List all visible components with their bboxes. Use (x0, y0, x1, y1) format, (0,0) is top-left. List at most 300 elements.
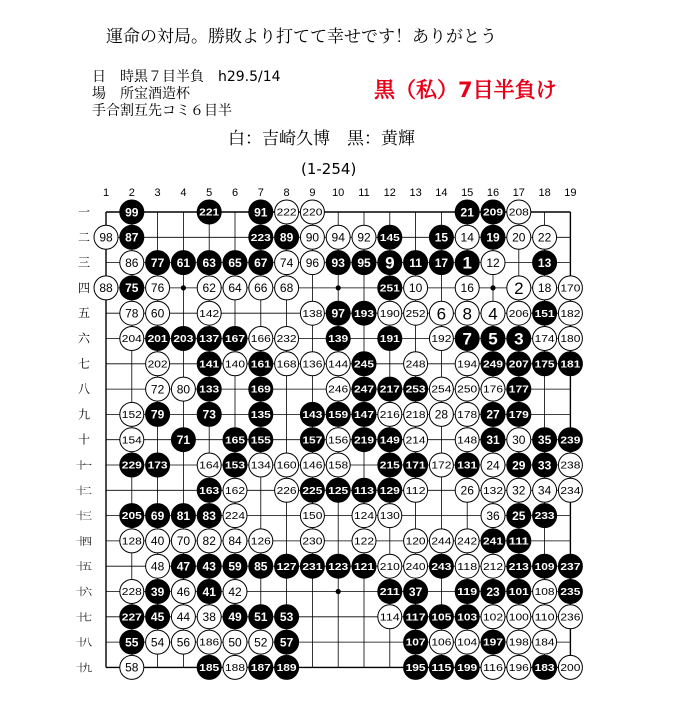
move-number: 207 (508, 359, 530, 371)
move-number: 79 (150, 407, 165, 422)
move-number: 6 (436, 304, 447, 324)
move-number: 86 (125, 255, 139, 270)
move-number: 184 (534, 637, 556, 649)
row-label: 十六 (76, 587, 92, 599)
move-number: 128 (121, 536, 143, 548)
move-number: 249 (483, 359, 504, 371)
move-number: 199 (457, 663, 478, 674)
move-number: 140 (225, 359, 246, 371)
move-number: 203 (173, 334, 194, 346)
move-number: 204 (121, 334, 143, 346)
move-number: 237 (560, 561, 581, 573)
move-number: 5 (488, 329, 498, 349)
column-label: 5 (206, 187, 213, 199)
move-number: 246 (328, 384, 349, 396)
rule-value: 互先コミ６目半 (134, 103, 232, 119)
move-number: 227 (121, 612, 143, 624)
move-number: 153 (225, 460, 246, 472)
move-number: 12 (486, 255, 500, 270)
move-number: 159 (328, 410, 349, 421)
move-number: 157 (302, 435, 323, 447)
move-number: 71 (176, 433, 191, 448)
move-number: 233 (534, 511, 556, 523)
move-number: 127 (276, 561, 298, 573)
move-number: 252 (405, 308, 427, 320)
place-label: 場 所： (92, 86, 148, 102)
move-number: 144 (328, 359, 349, 371)
move-number: 67 (254, 255, 268, 270)
move-number: 160 (276, 460, 298, 472)
move-number: 202 (147, 359, 169, 371)
move-number: 10 (408, 281, 423, 296)
move-number: 164 (199, 460, 220, 472)
move-number: 136 (302, 359, 323, 371)
move-number: 18 (537, 281, 552, 296)
move-number: 197 (483, 637, 504, 649)
move-number: 83 (202, 508, 216, 523)
move-number: 248 (405, 359, 427, 371)
move-number: 89 (279, 230, 294, 245)
move-number: 239 (560, 435, 581, 447)
move-number: 55 (125, 635, 139, 650)
move-number: 138 (302, 308, 323, 320)
move-number: 60 (150, 306, 165, 321)
move-number: 66 (254, 281, 268, 296)
move-number: 226 (276, 485, 298, 497)
move-number: 63 (202, 255, 216, 270)
move-number: 247 (354, 384, 375, 396)
move-number: 189 (276, 663, 298, 674)
move-number: 163 (199, 485, 220, 497)
move-number: 205 (121, 511, 143, 523)
move-number: 80 (176, 382, 191, 397)
move-number: 198 (508, 637, 530, 649)
move-number: 24 (486, 458, 500, 473)
row-label: 十七 (76, 612, 92, 624)
move-number: 134 (250, 460, 272, 472)
move-number: 15 (434, 230, 449, 245)
move-number: 219 (354, 435, 375, 447)
row-label: 十四 (76, 536, 92, 548)
move-number: 9 (385, 253, 395, 273)
row-label: 十八 (76, 638, 92, 650)
move-number: 49 (228, 610, 242, 625)
column-label: 3 (154, 187, 161, 199)
move-number: 141 (199, 359, 220, 371)
move-number: 216 (379, 410, 401, 421)
date-label: 日 時： (92, 69, 148, 85)
move-number: 193 (354, 308, 375, 320)
column-label: 15 (461, 187, 474, 199)
move-number: 190 (379, 308, 401, 320)
move-number: 217 (379, 384, 401, 396)
move-number: 250 (457, 384, 478, 396)
move-number: 208 (508, 207, 530, 219)
move-number: 56 (176, 635, 191, 650)
move-number: 124 (354, 511, 375, 523)
move-number: 221 (199, 207, 220, 219)
move-number: 147 (354, 410, 375, 421)
move-number: 115 (431, 663, 452, 674)
row-label: 十九 (76, 663, 92, 675)
move-number: 34 (537, 483, 552, 498)
move-number: 88 (99, 281, 113, 296)
move-number: 145 (379, 232, 401, 244)
move-number: 8 (462, 304, 472, 324)
move-number: 100 (508, 612, 530, 624)
move-number: 244 (431, 536, 452, 548)
date-value: 黒７目半負 h29.5/14 (134, 69, 281, 85)
move-number: 231 (302, 561, 323, 573)
move-number: 108 (534, 587, 556, 599)
move-number: 238 (560, 460, 581, 472)
move-number: 30 (512, 433, 526, 448)
column-label: 13 (409, 187, 422, 199)
move-number: 210 (379, 561, 401, 573)
move-number: 119 (457, 587, 478, 599)
move-number: 103 (457, 612, 478, 624)
move-number: 106 (431, 637, 452, 649)
star-point (490, 285, 495, 290)
move-number: 223 (250, 232, 272, 244)
move-number: 90 (305, 230, 320, 245)
move-number: 27 (486, 407, 500, 422)
move-number: 201 (147, 334, 169, 346)
move-number: 187 (250, 663, 272, 674)
place-value: 宝酒造杯 (134, 86, 190, 102)
move-number: 42 (228, 584, 242, 599)
move-number: 165 (225, 435, 246, 447)
row-label: 十二 (76, 486, 92, 498)
move-number: 133 (199, 384, 220, 396)
move-number: 113 (354, 485, 375, 497)
move-number: 13 (537, 255, 552, 270)
move-number: 48 (150, 559, 165, 574)
move-number: 87 (125, 230, 139, 245)
move-number: 102 (483, 612, 504, 624)
rule-label: 手合割： (92, 103, 148, 119)
move-number: 146 (302, 460, 323, 472)
move-number: 180 (560, 334, 581, 346)
move-number: 25 (512, 508, 526, 523)
move-number: 172 (431, 460, 452, 472)
move-number: 110 (534, 612, 556, 624)
move-number: 125 (328, 485, 349, 497)
move-number: 222 (276, 207, 298, 219)
page-title: 運命の対局。勝敗より打てて幸せです！ありがとう (106, 27, 497, 47)
column-label: 19 (564, 187, 577, 199)
move-number: 41 (202, 584, 216, 599)
move-number: 64 (228, 281, 242, 296)
move-number: 94 (331, 230, 345, 245)
move-number: 69 (150, 508, 165, 523)
move-number: 174 (534, 334, 556, 346)
move-number: 192 (431, 334, 452, 346)
column-label: 14 (435, 187, 448, 199)
move-number: 195 (405, 663, 427, 674)
column-label: 10 (332, 187, 345, 199)
column-label: 11 (358, 187, 370, 199)
move-number: 75 (125, 281, 139, 296)
move-number: 154 (121, 435, 143, 447)
move-number: 149 (379, 435, 401, 447)
column-label: 1 (102, 187, 110, 199)
move-number: 96 (305, 255, 320, 270)
column-label: 6 (231, 187, 239, 199)
move-number: 97 (331, 306, 345, 321)
move-number: 31 (486, 433, 500, 448)
move-number: 93 (331, 255, 345, 270)
move-number: 167 (225, 334, 246, 346)
move-number: 126 (250, 536, 272, 548)
move-number: 224 (225, 511, 246, 523)
move-number: 194 (457, 359, 478, 371)
column-label: 18 (538, 187, 551, 199)
move-number: 29 (512, 458, 526, 473)
row-label: 九 (77, 407, 91, 422)
move-number: 92 (357, 230, 371, 245)
move-number: 3 (514, 329, 524, 349)
move-number: 151 (534, 308, 556, 320)
move-number: 251 (379, 283, 401, 295)
move-number: 28 (434, 407, 449, 422)
column-label: 2 (128, 187, 135, 199)
move-number: 78 (125, 306, 139, 321)
move-number: 70 (176, 534, 191, 549)
row-label: 三 (77, 255, 91, 270)
move-number: 57 (279, 635, 294, 650)
row-label: 四 (77, 280, 91, 295)
move-number: 161 (250, 359, 272, 371)
move-number: 176 (483, 384, 504, 396)
move-number: 118 (457, 561, 478, 573)
move-number: 98 (99, 230, 113, 245)
move-number: 61 (176, 255, 191, 270)
move-number: 162 (225, 485, 246, 497)
move-number: 21 (460, 205, 474, 220)
row-label: 五 (77, 306, 91, 321)
move-number: 39 (150, 584, 165, 599)
move-number: 52 (254, 635, 268, 650)
move-number: 59 (228, 559, 242, 574)
move-number: 68 (279, 281, 294, 296)
move-number: 2 (514, 279, 524, 299)
move-number: 76 (150, 281, 165, 296)
move-number: 16 (460, 281, 474, 296)
move-number: 91 (254, 205, 268, 220)
move-number: 155 (250, 435, 272, 447)
move-number: 169 (250, 384, 272, 396)
move-number: 139 (328, 334, 349, 346)
move-number: 130 (379, 511, 401, 523)
move-number: 137 (199, 334, 220, 346)
move-number: 65 (228, 255, 242, 270)
move-number: 220 (302, 207, 323, 219)
move-number: 122 (354, 536, 375, 548)
row-label: 二 (77, 230, 91, 245)
move-number: 175 (534, 359, 556, 371)
move-number: 173 (147, 460, 169, 472)
move-number: 19 (486, 230, 500, 245)
move-number: 178 (457, 410, 478, 421)
move-number: 111 (508, 536, 530, 548)
row-label: 十 (77, 432, 91, 447)
column-label: 9 (309, 187, 316, 199)
move-number: 245 (354, 359, 375, 371)
move-number: 23 (486, 584, 500, 599)
move-number: 120 (405, 536, 427, 548)
star-point (336, 285, 341, 290)
move-number: 182 (560, 308, 581, 320)
row-label: 一 (77, 205, 91, 219)
move-number: 228 (121, 587, 143, 599)
move-number: 132 (483, 485, 504, 497)
move-number: 40 (150, 534, 165, 549)
move-number: 44 (176, 610, 191, 625)
move-number: 212 (483, 561, 504, 573)
move-number: 33 (537, 458, 552, 473)
move-number: 121 (354, 561, 375, 573)
move-number: 131 (457, 460, 478, 472)
row-label: 十三 (76, 511, 92, 523)
move-number: 36 (486, 508, 500, 523)
move-number: 253 (405, 384, 427, 396)
star-point (336, 589, 341, 594)
move-number: 43 (202, 559, 216, 574)
row-label: 十一 (76, 461, 92, 472)
move-number: 47 (176, 559, 191, 574)
move-number: 235 (560, 587, 581, 599)
move-number: 51 (254, 610, 268, 625)
move-number: 234 (560, 485, 581, 497)
move-number: 152 (121, 410, 143, 421)
move-number: 7 (462, 329, 472, 349)
move-number: 186 (199, 637, 220, 649)
move-number: 38 (202, 610, 216, 625)
move-number: 254 (431, 384, 452, 396)
star-point (181, 285, 186, 290)
move-number: 73 (202, 407, 216, 422)
move-number: 179 (508, 410, 530, 421)
row-label: 十五 (76, 562, 92, 574)
move-number: 171 (405, 460, 427, 472)
column-label: 8 (283, 187, 290, 199)
move-number: 95 (357, 255, 371, 270)
move-number: 72 (150, 382, 165, 397)
move-number: 166 (250, 334, 272, 346)
move-number: 213 (508, 561, 530, 573)
move-number: 209 (483, 207, 504, 219)
move-number: 206 (508, 308, 530, 320)
move-number: 22 (537, 230, 552, 245)
info-rule (92, 100, 232, 120)
move-number: 177 (508, 384, 530, 396)
move-number: 81 (176, 508, 191, 523)
move-number: 50 (228, 635, 242, 650)
move-number: 142 (199, 308, 220, 320)
move-number: 225 (302, 485, 323, 497)
move-number: 243 (431, 561, 452, 573)
move-number: 143 (302, 410, 323, 421)
move-number: 185 (199, 663, 220, 674)
move-number: 191 (379, 334, 401, 346)
move-number: 148 (457, 435, 478, 447)
move-number: 200 (560, 663, 581, 674)
move-number: 129 (379, 485, 401, 497)
move-number: 99 (125, 205, 139, 220)
move-number: 188 (225, 663, 246, 674)
move-number: 168 (276, 359, 298, 371)
move-number: 54 (150, 635, 165, 650)
column-label: 7 (257, 187, 264, 199)
move-number: 112 (405, 485, 427, 497)
move-number: 53 (279, 610, 294, 625)
move-number: 123 (328, 561, 349, 573)
column-label: 12 (383, 187, 396, 199)
move-number: 46 (176, 584, 191, 599)
move-number: 82 (202, 534, 216, 549)
move-number: 74 (279, 255, 294, 270)
move-number: 196 (508, 663, 530, 674)
move-number: 105 (431, 612, 452, 624)
players: 白：吉崎久博 黒：黄輝 (228, 129, 415, 149)
move-number: 35 (537, 433, 552, 448)
move-number: 158 (328, 460, 349, 472)
move-number: 107 (405, 637, 427, 649)
move-number: 77 (150, 255, 165, 270)
move-number: 116 (483, 663, 504, 674)
move-number: 84 (228, 534, 242, 549)
move-number: 109 (534, 561, 556, 573)
move-number: 218 (405, 410, 427, 421)
move-number: 62 (202, 281, 216, 296)
row-label: 六 (77, 331, 91, 346)
game-result: 黒（私）7目半負け (374, 78, 557, 102)
move-number: 11 (409, 255, 422, 270)
move-number: 1 (462, 253, 472, 273)
column-label: 16 (486, 187, 500, 199)
move-number: 240 (405, 561, 427, 573)
column-label: 4 (180, 187, 187, 199)
move-number: 104 (457, 637, 478, 649)
move-number: 17 (434, 255, 449, 270)
move-number: 232 (276, 334, 298, 346)
row-label: 七 (77, 356, 91, 371)
move-number: 156 (328, 435, 349, 447)
move-number: 20 (512, 230, 526, 245)
move-number: 14 (460, 230, 474, 245)
move-number: 170 (560, 283, 581, 295)
move-number: 181 (560, 359, 581, 371)
move-number: 32 (512, 483, 526, 498)
column-label: 17 (512, 187, 525, 199)
move-number: 214 (405, 435, 427, 447)
move-number: 85 (254, 559, 268, 574)
row-label: 八 (77, 382, 91, 397)
move-number: 135 (250, 410, 272, 421)
move-number: 236 (560, 612, 581, 624)
move-number: 211 (379, 587, 401, 599)
move-number: 58 (125, 660, 139, 675)
move-number: 117 (405, 612, 427, 624)
move-range: (1-254) (301, 160, 357, 178)
move-number: 242 (457, 536, 478, 548)
move-number: 45 (150, 610, 165, 625)
move-number: 114 (379, 612, 401, 624)
move-number: 37 (408, 584, 423, 599)
move-number: 101 (508, 587, 530, 599)
move-number: 26 (460, 483, 474, 498)
